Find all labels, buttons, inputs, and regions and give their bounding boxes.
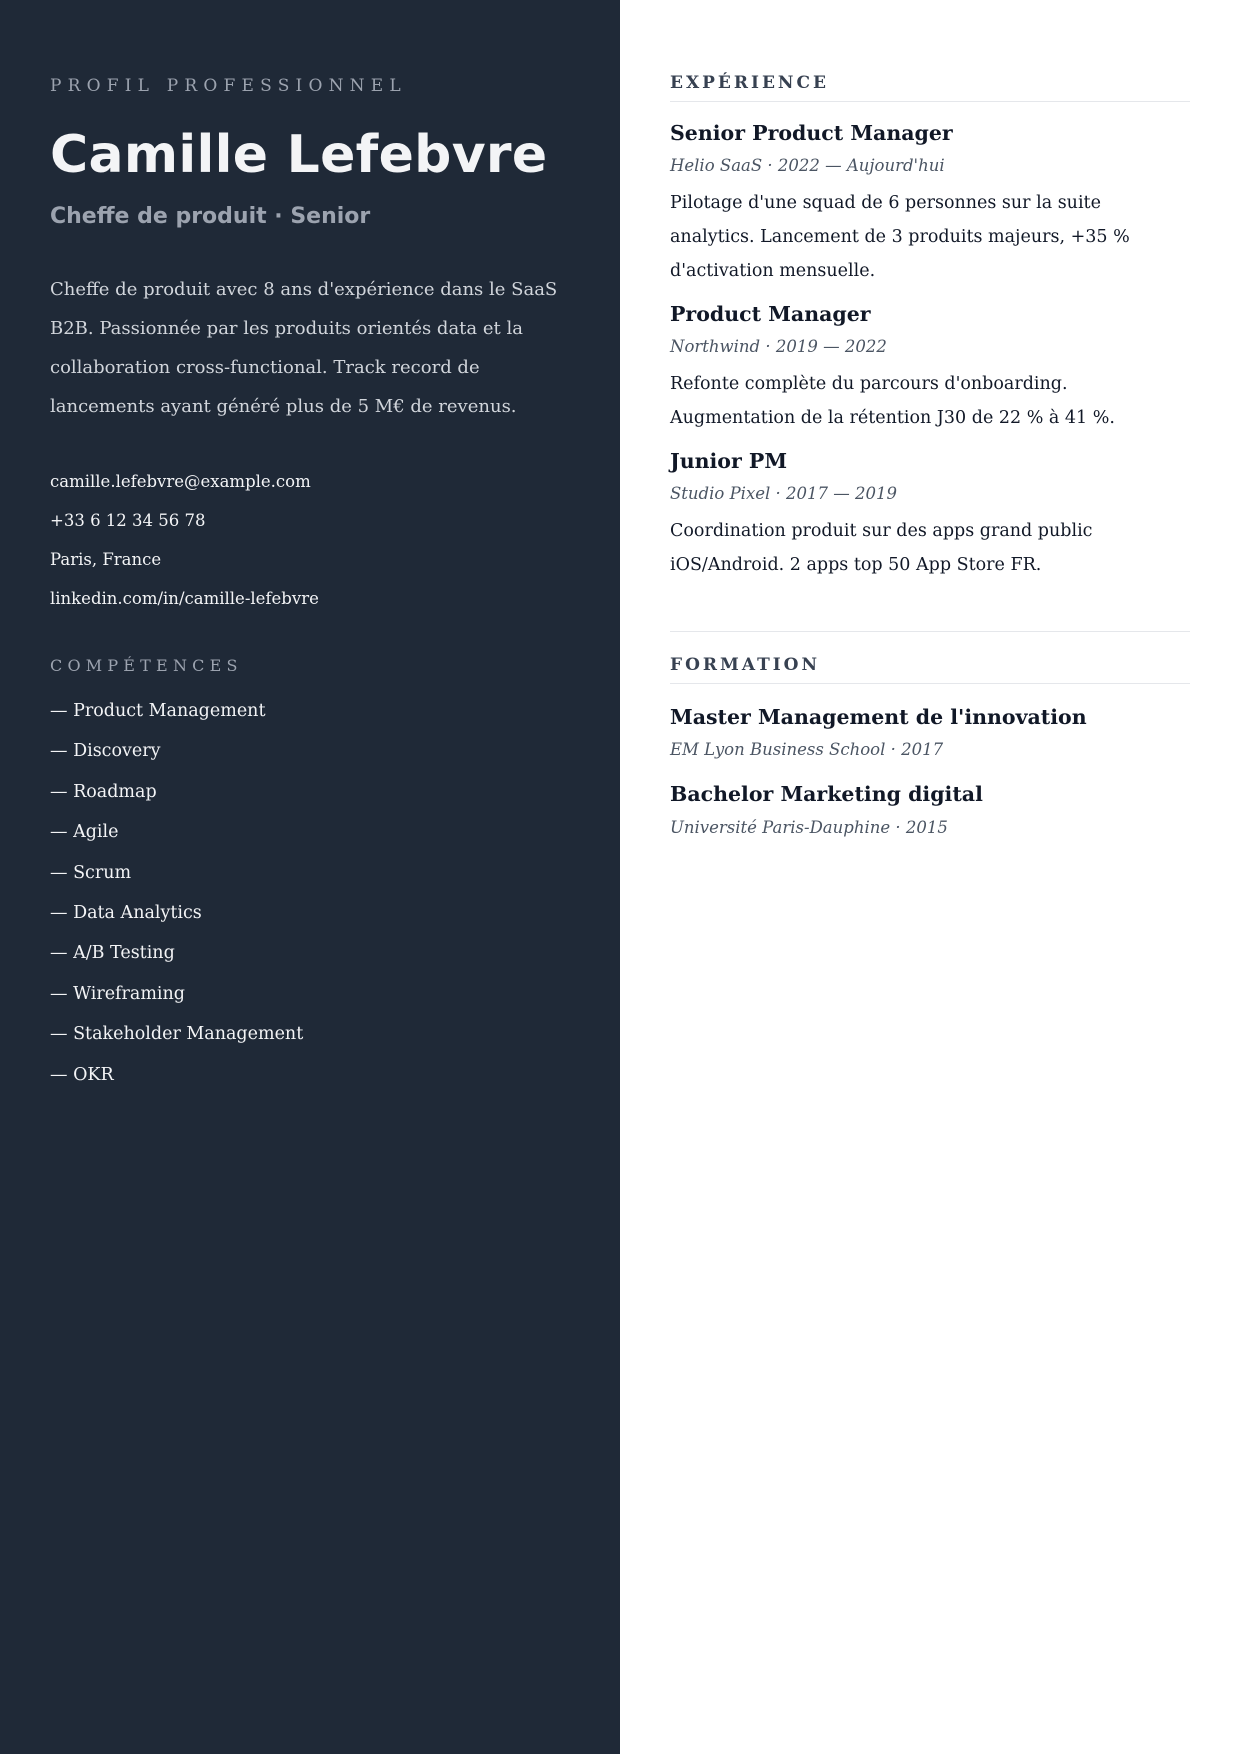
skill-item: — Scrum — [50, 862, 132, 883]
contact-phone[interactable]: +33 6 12 34 56 78 — [50, 511, 206, 530]
education-entry — [670, 703, 1190, 762]
job-description: Coordination produit sur des apps grand public iOS/Android. 2 apps top 50 App Store FR. — [670, 521, 1093, 575]
skill-item: — Stakeholder Management — [50, 1024, 304, 1045]
degree-title: Master Management de l'innovation — [670, 705, 1087, 729]
degree-meta: EM Lyon Business School · 2017 — [670, 740, 944, 759]
contact-list — [50, 470, 319, 626]
degree-title: Bachelor Marketing digital — [670, 782, 983, 806]
skills-list — [50, 698, 303, 1102]
skills-heading: COMPÉTENCES — [50, 656, 243, 675]
skill-item: — Roadmap — [50, 781, 157, 802]
profile-summary: Cheffe de produit avec 8 ans d'expérience dans le SaaS B2B. Passionnée par les produits orientés data et la collaboration cross-functional. Track record de lancements ayant généré plus de 5 M€ de revenus. — [50, 279, 558, 417]
skill-item: — OKR — [50, 1064, 114, 1085]
job-description: Refonte complète du parcours d'onboarding. Augmentation de la rétention J30 de 22 % à 41 %. — [670, 374, 1115, 428]
contact-email[interactable]: camille.lefebvre@example.com — [50, 472, 311, 491]
profile-eyebrow: PROFIL PROFESSIONNEL — [50, 76, 407, 96]
skill-item: — Agile — [50, 822, 119, 843]
contact-location: Paris, France — [50, 550, 162, 569]
section-divider — [670, 631, 1190, 632]
experience-entry — [670, 447, 1190, 582]
job-title: Junior PM — [670, 449, 788, 473]
skill-item: — Discovery — [50, 741, 161, 762]
education-entry — [670, 780, 1190, 840]
contact-linkedin[interactable]: linkedin.com/in/camille-lefebvre — [50, 589, 319, 608]
job-description: Pilotage d'une squad de 6 personnes sur la suite analytics. Lancement de 3 produits majeurs, +35 % d'activation mensuelle. — [670, 193, 1130, 281]
experience-heading: EXPÉRIENCE — [670, 72, 1190, 102]
skill-item: — A/B Testing — [50, 943, 175, 964]
candidate-role: Cheffe de produit · Senior — [50, 204, 371, 229]
education-heading: FORMATION — [670, 654, 1190, 684]
experience-section — [670, 72, 1190, 582]
experience-entry — [670, 119, 1190, 288]
degree-meta: Université Paris-Dauphine · 2015 — [670, 818, 948, 837]
skill-item: — Product Management — [50, 701, 266, 721]
sidebar — [0, 0, 620, 1754]
job-meta: Northwind · 2019 — 2022 — [670, 337, 887, 356]
education-section — [670, 654, 1190, 840]
job-meta: Helio SaaS · 2022 — Aujourd'hui — [670, 156, 945, 175]
experience-entry — [670, 300, 1190, 435]
job-title: Senior Product Manager — [670, 121, 953, 145]
skill-item: — Data Analytics — [50, 902, 202, 923]
skill-item: — Wireframing — [50, 983, 186, 1004]
main-content — [620, 0, 1241, 1754]
job-title: Product Manager — [670, 302, 871, 326]
candidate-name: Camille Lefebvre — [50, 125, 548, 185]
job-meta: Studio Pixel · 2017 — 2019 — [670, 484, 898, 503]
